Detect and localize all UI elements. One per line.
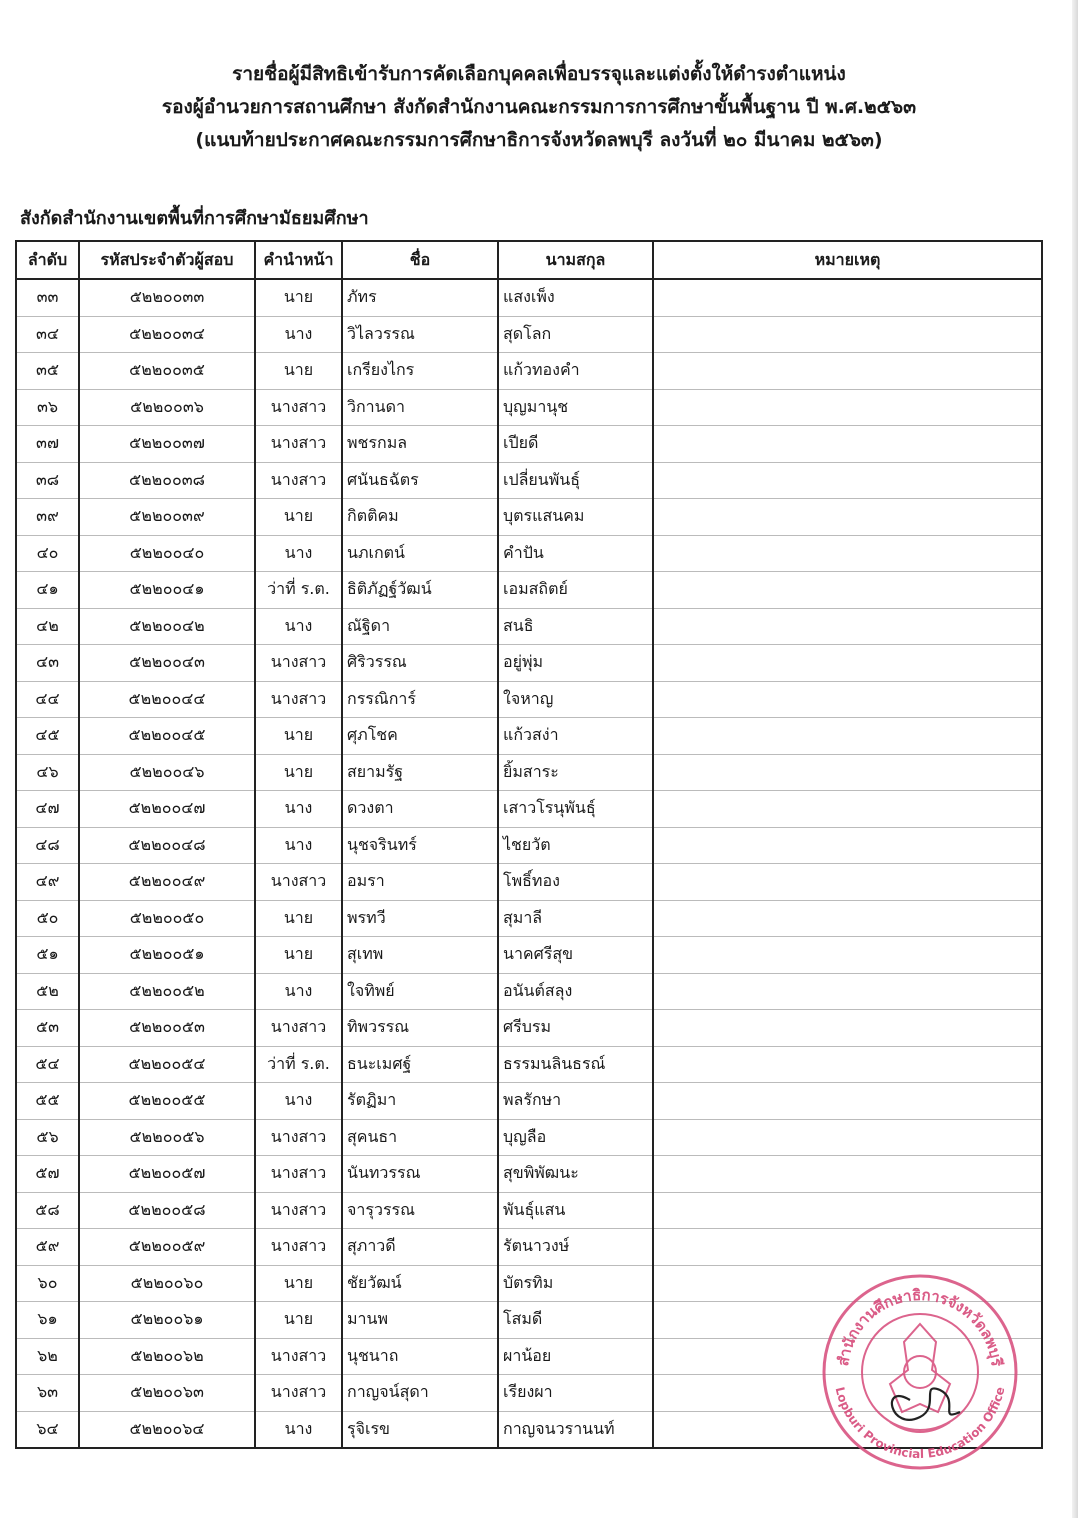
- cell-remarks: [653, 1046, 1042, 1083]
- cell-exam-id: ๕๒๒๐๐๔๗: [79, 791, 255, 828]
- cell-exam-id: ๕๒๒๐๐๕๒: [79, 973, 255, 1010]
- cell-last-name: เสาวโรนุพันธุ์: [498, 791, 653, 828]
- cell-exam-id: ๕๒๒๐๐๕๗: [79, 1156, 255, 1193]
- cell-first-name: มานพ: [342, 1302, 498, 1339]
- cell-first-name: พชรกมล: [342, 426, 498, 463]
- cell-title: นางสาว: [255, 1010, 342, 1047]
- table-row: [16, 827, 1042, 864]
- cell-title: นาง: [255, 608, 342, 645]
- cell-last-name: สุมาลี: [498, 900, 653, 937]
- cell-last-name: รัตนาวงษ์: [498, 1229, 653, 1266]
- cell-title: นาง: [255, 1411, 342, 1448]
- cell-order: ๖๑: [16, 1302, 79, 1339]
- cell-exam-id: ๕๒๒๐๐๕๓: [79, 1010, 255, 1047]
- cell-order: ๓๔: [16, 316, 79, 353]
- cell-title: นางสาว: [255, 645, 342, 682]
- office-seal: [820, 1272, 1020, 1472]
- cell-remarks: [653, 718, 1042, 755]
- cell-first-name: ภัทร: [342, 279, 498, 316]
- cell-title: นางสาว: [255, 389, 342, 426]
- cell-last-name: บุญมานุช: [498, 389, 653, 426]
- cell-remarks: [653, 1192, 1042, 1229]
- cell-first-name: ศุภโชค: [342, 718, 498, 755]
- cell-title: นาย: [255, 937, 342, 974]
- cell-last-name: อยู่พุ่ม: [498, 645, 653, 682]
- section-label: สังกัดสำนักงานเขตพื้นที่การศึกษามัธยมศึกษา: [20, 208, 369, 229]
- cell-last-name: ไชยวัต: [498, 827, 653, 864]
- cell-title: นางสาว: [255, 1119, 342, 1156]
- table-row: [16, 279, 1042, 316]
- cell-order: ๕๕: [16, 1083, 79, 1120]
- column-header-first-name: ชื่อ: [342, 241, 498, 279]
- cell-remarks: [653, 900, 1042, 937]
- cell-title: นาย: [255, 754, 342, 791]
- cell-order: ๓๙: [16, 499, 79, 536]
- cell-first-name: กิตติคม: [342, 499, 498, 536]
- cell-remarks: [653, 1229, 1042, 1266]
- cell-title: นางสาว: [255, 1156, 342, 1193]
- cell-exam-id: ๕๒๒๐๐๓๔: [79, 316, 255, 353]
- cell-title: นาง: [255, 316, 342, 353]
- cell-last-name: บุญลือ: [498, 1119, 653, 1156]
- cell-order: ๕๐: [16, 900, 79, 937]
- candidate-table: [15, 240, 1043, 1449]
- cell-first-name: นันทวรรณ: [342, 1156, 498, 1193]
- cell-title: นาง: [255, 827, 342, 864]
- table-row: [16, 900, 1042, 937]
- cell-exam-id: ๕๒๒๐๐๕๕: [79, 1083, 255, 1120]
- table-row: [16, 937, 1042, 974]
- cell-order: ๔๙: [16, 864, 79, 901]
- cell-order: ๕๔: [16, 1046, 79, 1083]
- cell-first-name: สุภาวดี: [342, 1229, 498, 1266]
- cell-order: ๕๗: [16, 1156, 79, 1193]
- cell-first-name: สุเทพ: [342, 937, 498, 974]
- cell-order: ๖๐: [16, 1265, 79, 1302]
- cell-exam-id: ๕๒๒๐๐๔๑: [79, 572, 255, 609]
- cell-first-name: รัตฏิมา: [342, 1083, 498, 1120]
- cell-remarks: [653, 1083, 1042, 1120]
- cell-remarks: [653, 535, 1042, 572]
- cell-order: ๕๘: [16, 1192, 79, 1229]
- cell-first-name: ธนะเมศฐ์: [342, 1046, 498, 1083]
- cell-last-name: อนันต์สลุง: [498, 973, 653, 1010]
- cell-first-name: ธิติภัฏฐ์วัฒน์: [342, 572, 498, 609]
- cell-exam-id: ๕๒๒๐๐๕๔: [79, 1046, 255, 1083]
- cell-title: นาย: [255, 1265, 342, 1302]
- cell-first-name: อมรา: [342, 864, 498, 901]
- cell-remarks: [653, 791, 1042, 828]
- table-row: [16, 1229, 1042, 1266]
- cell-remarks: [653, 462, 1042, 499]
- cell-order: ๔๘: [16, 827, 79, 864]
- cell-title: นาย: [255, 279, 342, 316]
- cell-first-name: วิไลวรรณ: [342, 316, 498, 353]
- cell-title: นาง: [255, 535, 342, 572]
- table-row: [16, 426, 1042, 463]
- cell-title: นางสาว: [255, 1192, 342, 1229]
- table-row: [16, 864, 1042, 901]
- cell-first-name: นุชจรินทร์: [342, 827, 498, 864]
- cell-exam-id: ๕๒๒๐๐๔๙: [79, 864, 255, 901]
- cell-order: ๔๒: [16, 608, 79, 645]
- cell-remarks: [653, 499, 1042, 536]
- cell-first-name: นุชนาถ: [342, 1338, 498, 1375]
- cell-last-name: แสงเพ็ง: [498, 279, 653, 316]
- cell-exam-id: ๕๒๒๐๐๕๙: [79, 1229, 255, 1266]
- header-title-line-1: รายชื่อผู้มีสิทธิเข้ารับการคัดเลือกบุคคลเพื่อบรรจุและแต่งตั้งให้ดำรงตำแหน่ง: [232, 63, 846, 85]
- cell-title: นางสาว: [255, 426, 342, 463]
- table-row: [16, 645, 1042, 682]
- cell-first-name: ศนันธฉัตร: [342, 462, 498, 499]
- table-row: [16, 572, 1042, 609]
- cell-order: ๔๗: [16, 791, 79, 828]
- cell-order: ๔๓: [16, 645, 79, 682]
- cell-first-name: กรรณิการ์: [342, 681, 498, 718]
- cell-exam-id: ๕๒๒๐๐๓๖: [79, 389, 255, 426]
- cell-remarks: [653, 389, 1042, 426]
- cell-remarks: [653, 316, 1042, 353]
- cell-exam-id: ๕๒๒๐๐๖๐: [79, 1265, 255, 1302]
- cell-first-name: ณัฐิดา: [342, 608, 498, 645]
- cell-remarks: [653, 681, 1042, 718]
- table-row: [16, 718, 1042, 755]
- cell-title: นาย: [255, 718, 342, 755]
- cell-title: นาง: [255, 973, 342, 1010]
- table-row: [16, 462, 1042, 499]
- table-row: [16, 1046, 1042, 1083]
- cell-exam-id: ๕๒๒๐๐๔๒: [79, 608, 255, 645]
- cell-order: ๕๑: [16, 937, 79, 974]
- cell-order: ๖๒: [16, 1338, 79, 1375]
- cell-last-name: บัตรทิม: [498, 1265, 653, 1302]
- cell-order: ๕๓: [16, 1010, 79, 1047]
- cell-remarks: [653, 279, 1042, 316]
- column-header-order: ลำดับ: [16, 241, 79, 279]
- cell-title: นาย: [255, 499, 342, 536]
- cell-first-name: พรทวี: [342, 900, 498, 937]
- cell-remarks: [653, 1119, 1042, 1156]
- cell-order: ๓๕: [16, 353, 79, 390]
- table-row: [16, 353, 1042, 390]
- cell-last-name: เปลี่ยนพันธุ์: [498, 462, 653, 499]
- table-row: [16, 1010, 1042, 1047]
- cell-first-name: กาญจน์สุดา: [342, 1375, 498, 1412]
- cell-last-name: ใจหาญ: [498, 681, 653, 718]
- cell-exam-id: ๕๒๒๐๐๓๙: [79, 499, 255, 536]
- header-title-line-3: (แนบท้ายประกาศคณะกรรมการศึกษาธิการจังหวัดลพบุรี ลงวันที่ ๒๐ มีนาคม ๒๕๖๓): [195, 129, 883, 151]
- cell-order: ๖๓: [16, 1375, 79, 1412]
- column-header-last-name: นามสกุล: [498, 241, 653, 279]
- cell-remarks: [653, 937, 1042, 974]
- cell-remarks: [653, 973, 1042, 1010]
- cell-first-name: ชัยวัฒน์: [342, 1265, 498, 1302]
- cell-exam-id: ๕๒๒๐๐๔๖: [79, 754, 255, 791]
- cell-last-name: ยิ้มสาระ: [498, 754, 653, 791]
- cell-remarks: [653, 754, 1042, 791]
- cell-order: ๔๔: [16, 681, 79, 718]
- cell-last-name: นาคศรีสุข: [498, 937, 653, 974]
- cell-last-name: กาญจนวรานนท์: [498, 1411, 653, 1448]
- cell-last-name: คำปัน: [498, 535, 653, 572]
- cell-exam-id: ๕๒๒๐๐๖๓: [79, 1375, 255, 1412]
- cell-exam-id: ๕๒๒๐๐๕๖: [79, 1119, 255, 1156]
- cell-remarks: [653, 827, 1042, 864]
- cell-first-name: วิกานดา: [342, 389, 498, 426]
- cell-exam-id: ๕๒๒๐๐๔๓: [79, 645, 255, 682]
- cell-order: ๓๗: [16, 426, 79, 463]
- cell-first-name: ศิริวรรณ: [342, 645, 498, 682]
- column-header-exam-id: รหัสประจำตัวผู้สอบ: [79, 241, 255, 279]
- cell-title: นางสาว: [255, 681, 342, 718]
- signature-mark: [892, 1388, 960, 1419]
- table-row: [16, 681, 1042, 718]
- cell-title: ว่าที่ ร.ต.: [255, 572, 342, 609]
- cell-exam-id: ๕๒๒๐๐๖๔: [79, 1411, 255, 1448]
- column-header-title: คำนำหน้า: [255, 241, 342, 279]
- cell-remarks: [653, 645, 1042, 682]
- cell-first-name: ใจทิพย์: [342, 973, 498, 1010]
- cell-remarks: [653, 864, 1042, 901]
- table-row: [16, 535, 1042, 572]
- cell-title: นาง: [255, 791, 342, 828]
- cell-last-name: พลรักษา: [498, 1083, 653, 1120]
- table-row: [16, 1119, 1042, 1156]
- cell-order: ๖๔: [16, 1411, 79, 1448]
- cell-order: ๓๓: [16, 279, 79, 316]
- table-row: [16, 973, 1042, 1010]
- cell-exam-id: ๕๒๒๐๐๖๑: [79, 1302, 255, 1339]
- cell-first-name: ดวงตา: [342, 791, 498, 828]
- cell-exam-id: ๕๒๒๐๐๔๕: [79, 718, 255, 755]
- cell-last-name: สนธิ: [498, 608, 653, 645]
- page-edge-shadow: [1072, 0, 1078, 1518]
- table-row: [16, 499, 1042, 536]
- cell-remarks: [653, 608, 1042, 645]
- cell-exam-id: ๕๒๒๐๐๓๕: [79, 353, 255, 390]
- cell-last-name: บุตรแสนคม: [498, 499, 653, 536]
- cell-first-name: รุจิเรข: [342, 1411, 498, 1448]
- cell-exam-id: ๕๒๒๐๐๕๘: [79, 1192, 255, 1229]
- table-row: [16, 1156, 1042, 1193]
- cell-last-name: ผาน้อย: [498, 1338, 653, 1375]
- cell-title: นาย: [255, 1302, 342, 1339]
- cell-first-name: จารุวรรณ: [342, 1192, 498, 1229]
- cell-last-name: สุดโลก: [498, 316, 653, 353]
- cell-first-name: เกรียงไกร: [342, 353, 498, 390]
- document-header: [0, 58, 1078, 157]
- cell-last-name: ธรรมนลินธรณ์: [498, 1046, 653, 1083]
- cell-last-name: แก้วสง่า: [498, 718, 653, 755]
- table-row: [16, 608, 1042, 645]
- table-row: [16, 1192, 1042, 1229]
- cell-exam-id: ๕๒๒๐๐๖๒: [79, 1338, 255, 1375]
- cell-title: ว่าที่ ร.ต.: [255, 1046, 342, 1083]
- cell-remarks: [653, 353, 1042, 390]
- cell-order: ๕๒: [16, 973, 79, 1010]
- cell-exam-id: ๕๒๒๐๐๔๐: [79, 535, 255, 572]
- table-header-row: [16, 241, 1042, 279]
- cell-order: ๔๕: [16, 718, 79, 755]
- table-row: [16, 1083, 1042, 1120]
- cell-title: นางสาว: [255, 1338, 342, 1375]
- cell-title: นางสาว: [255, 462, 342, 499]
- cell-order: ๓๘: [16, 462, 79, 499]
- cell-title: นางสาว: [255, 1229, 342, 1266]
- cell-order: ๕๖: [16, 1119, 79, 1156]
- table-row: [16, 754, 1042, 791]
- cell-exam-id: ๕๒๒๐๐๔๔: [79, 681, 255, 718]
- cell-title: นาย: [255, 900, 342, 937]
- cell-last-name: โสมดี: [498, 1302, 653, 1339]
- cell-title: นางสาว: [255, 864, 342, 901]
- cell-last-name: โพธิ์ทอง: [498, 864, 653, 901]
- cell-last-name: พันธุ์แสน: [498, 1192, 653, 1229]
- cell-title: นาย: [255, 353, 342, 390]
- cell-title: นางสาว: [255, 1375, 342, 1412]
- cell-exam-id: ๕๒๒๐๐๓๓: [79, 279, 255, 316]
- cell-exam-id: ๕๒๒๐๐๓๗: [79, 426, 255, 463]
- cell-remarks: [653, 572, 1042, 609]
- cell-order: ๔๖: [16, 754, 79, 791]
- cell-first-name: นภเกตน์: [342, 535, 498, 572]
- seal-english-text: Lopburi Provincial Education Office: [832, 1385, 1008, 1462]
- cell-remarks: [653, 1010, 1042, 1047]
- table-row: [16, 791, 1042, 828]
- cell-exam-id: ๕๒๒๐๐๓๘: [79, 462, 255, 499]
- header-title-line-2: รองผู้อำนวยการสถานศึกษา สังกัดสำนักงานคณะกรรมการการศึกษาขั้นพื้นฐาน ปี พ.ศ.๒๕๖๓: [161, 96, 917, 118]
- cell-last-name: เรียงผา: [498, 1375, 653, 1412]
- cell-order: ๔๑: [16, 572, 79, 609]
- table-row: [16, 316, 1042, 353]
- cell-first-name: สุคนธา: [342, 1119, 498, 1156]
- cell-exam-id: ๕๒๒๐๐๔๘: [79, 827, 255, 864]
- column-header-remarks: หมายเหตุ: [653, 241, 1042, 279]
- cell-last-name: เปียดี: [498, 426, 653, 463]
- cell-order: ๕๙: [16, 1229, 79, 1266]
- cell-remarks: [653, 426, 1042, 463]
- cell-exam-id: ๕๒๒๐๐๕๑: [79, 937, 255, 974]
- cell-last-name: เอมสถิตย์: [498, 572, 653, 609]
- seal-thai-text: สำนักงานศึกษาธิการจังหวัดลพบุรี: [833, 1285, 1006, 1368]
- cell-title: นาง: [255, 1083, 342, 1120]
- cell-last-name: สุขพิพัฒนะ: [498, 1156, 653, 1193]
- cell-first-name: ทิพวรรณ: [342, 1010, 498, 1047]
- cell-exam-id: ๕๒๒๐๐๕๐: [79, 900, 255, 937]
- cell-last-name: ศรีบรม: [498, 1010, 653, 1047]
- cell-order: ๔๐: [16, 535, 79, 572]
- cell-remarks: [653, 1156, 1042, 1193]
- cell-last-name: แก้วทองคำ: [498, 353, 653, 390]
- cell-first-name: สยามรัฐ: [342, 754, 498, 791]
- cell-order: ๓๖: [16, 389, 79, 426]
- table-row: [16, 389, 1042, 426]
